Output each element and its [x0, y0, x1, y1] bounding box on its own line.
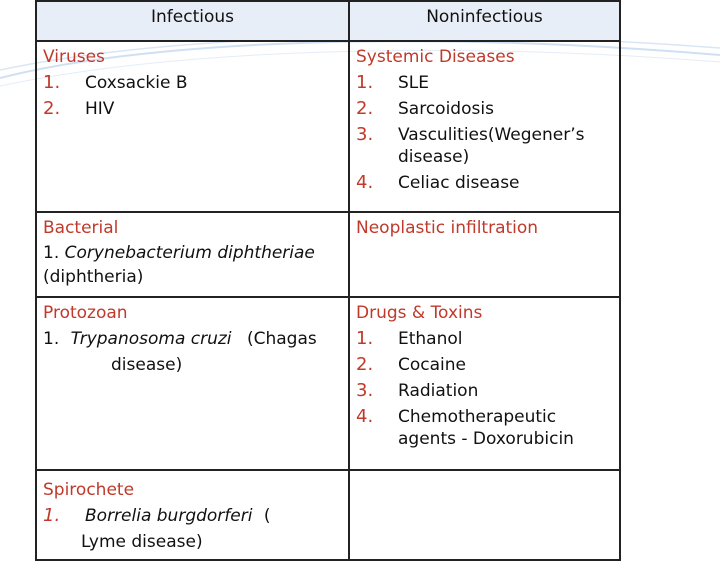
list-item: 3. Radiation	[356, 380, 479, 401]
category-bacterial: Bacterial	[43, 218, 119, 238]
header-infectious: Infectious	[36, 1, 349, 41]
cell-spirochete	[36, 470, 349, 560]
viruses-list	[43, 70, 342, 122]
protozoan-item: 1. Trypanosoma cruzi (Chagas disease)	[43, 329, 317, 375]
cell-empty	[349, 470, 620, 560]
category-spirochete: Spirochete	[43, 480, 135, 500]
systemic-diseases-list	[356, 70, 613, 196]
list-item: 2. HIV	[43, 98, 115, 119]
etiology-table	[35, 0, 621, 561]
header-row	[36, 1, 620, 41]
table-row	[36, 297, 620, 470]
list-item: 3. Vasculities(Wegener’s disease)	[356, 124, 585, 167]
cell-bacterial	[36, 212, 349, 297]
list-item: 2. Cocaine	[356, 354, 466, 375]
list-item: 1. SLE	[356, 72, 430, 93]
drugs-toxins-list	[356, 326, 613, 452]
category-viruses: Viruses	[43, 47, 105, 67]
table-row	[36, 470, 620, 560]
cell-systemic-diseases	[349, 41, 620, 212]
list-item: 2. Sarcoidosis	[356, 98, 494, 119]
cell-drugs-toxins	[349, 297, 620, 470]
cell-viruses	[36, 41, 349, 212]
list-item: 1. Ethanol	[356, 328, 463, 349]
table-row	[36, 212, 620, 297]
table-row	[36, 41, 620, 212]
category-neoplastic-infiltration: Neoplastic infiltration	[356, 218, 539, 238]
spirochete-item: 1. Borrelia burgdorferi ( Lyme disease)	[43, 505, 271, 552]
category-protozoan: Protozoan	[43, 303, 128, 323]
category-systemic-diseases: Systemic Diseases	[356, 47, 515, 67]
cell-protozoan	[36, 297, 349, 470]
cell-neoplastic	[349, 212, 620, 297]
list-item: 4. Celiac disease	[356, 172, 520, 193]
list-item: 4. Chemotherapeutic agents - Doxorubicin	[356, 406, 574, 449]
list-item: 1. Coxsackie B	[43, 72, 188, 93]
header-noninfectious: Noninfectious	[349, 1, 620, 41]
bacterial-item: 1. Corynebacterium diphtheriae (diphtheria)	[43, 243, 315, 287]
category-drugs-toxins: Drugs & Toxins	[356, 303, 483, 323]
